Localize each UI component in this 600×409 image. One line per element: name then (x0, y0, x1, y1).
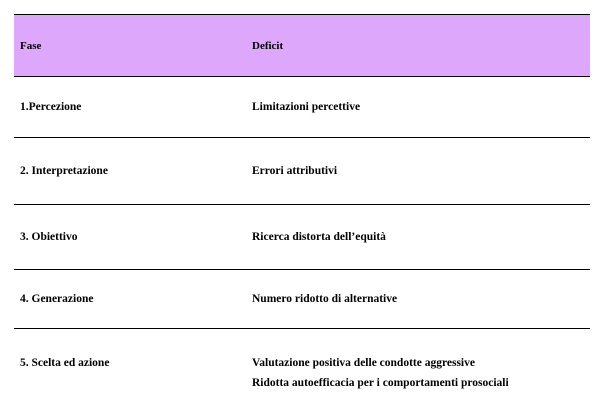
fase-cell: 4. Generazione (20, 293, 94, 305)
header-deficit: Deficit (252, 39, 284, 52)
deficit-cell (252, 357, 590, 389)
deficit-cell: Errori attributivi (252, 165, 338, 177)
fase-cell: 2. Interpretazione (20, 165, 108, 177)
deficit-cell: Ricerca distorta dell’equità (252, 231, 386, 243)
table-row (14, 205, 590, 270)
table-row (14, 329, 590, 409)
table-row (14, 77, 590, 138)
deficit-cell: Numero ridotto di alternative (252, 293, 398, 305)
deficit-line: Valutazione positiva delle condotte aggressive (252, 357, 475, 369)
table-row (14, 270, 590, 329)
table-header-row (14, 15, 590, 77)
deficit-cell: Limitazioni percettive (252, 101, 361, 113)
fase-cell: 3. Obiettivo (20, 231, 78, 243)
header-fase: Fase (20, 39, 42, 52)
deficit-line: Ridotta autoefficacia per i comportamenti prosociali (252, 377, 509, 389)
deficit-table (14, 14, 590, 409)
table-row (14, 138, 590, 205)
fase-cell: 1.Percezione (20, 101, 82, 113)
fase-cell: 5. Scelta ed azione (20, 357, 110, 369)
